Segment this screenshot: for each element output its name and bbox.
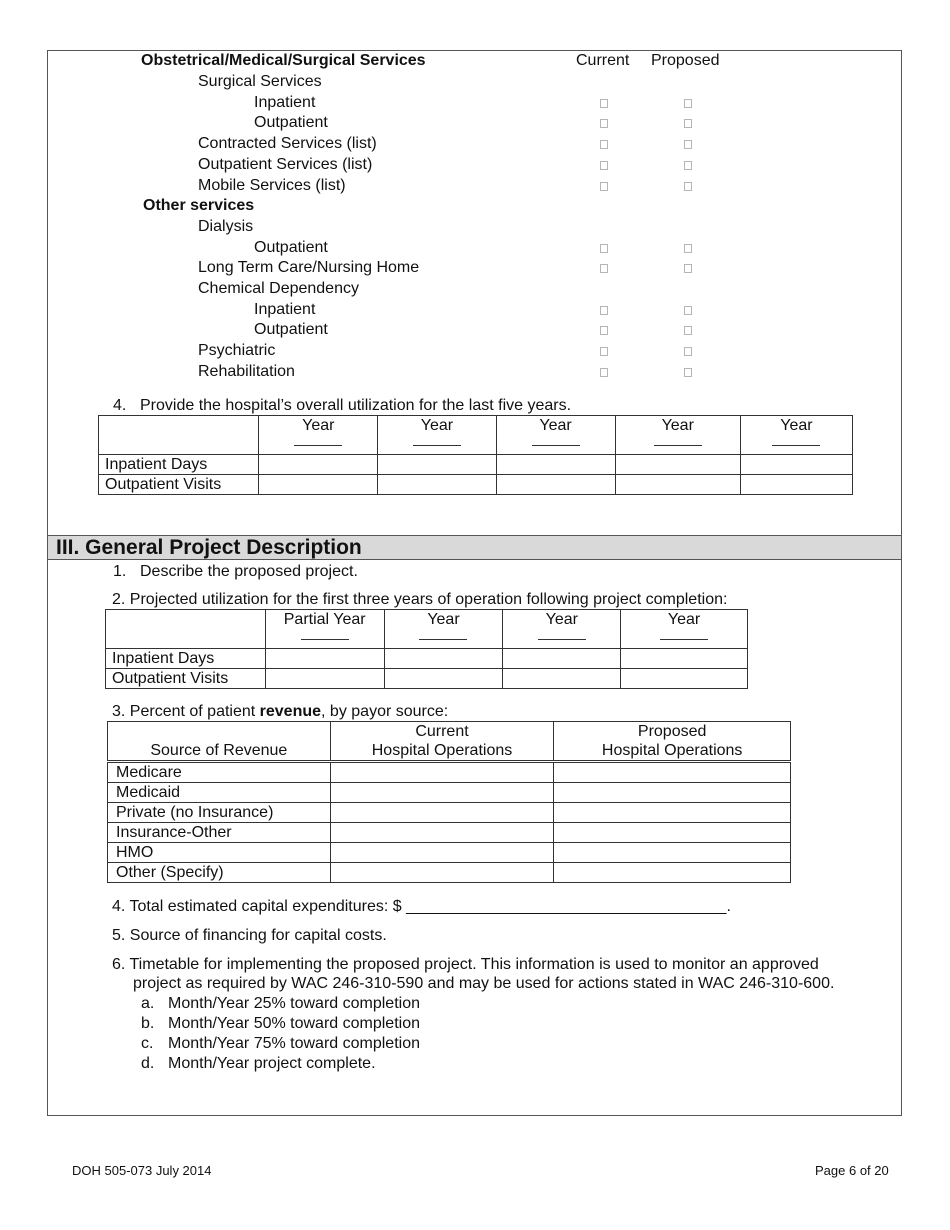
service-item-label: Inpatient	[254, 300, 316, 318]
proposed-checkbox[interactable]	[684, 140, 692, 149]
s3-q6-line2: project as required by WAC 246-310-590 and may be used for actions stated in WAC 246-310-600.	[133, 975, 835, 992]
current-checkbox[interactable]	[600, 119, 608, 128]
table-cell[interactable]	[259, 475, 378, 495]
timetable-letter: c.	[141, 1035, 154, 1052]
service-item-label: Surgical Services	[198, 73, 322, 90]
service-item-label: Outpatient	[254, 321, 328, 339]
current-checkbox[interactable]	[600, 368, 608, 377]
table-cell[interactable]	[265, 649, 384, 669]
row-label: Inpatient Days	[99, 455, 259, 475]
current-checkbox[interactable]	[600, 347, 608, 356]
current-checkbox[interactable]	[600, 161, 608, 170]
s3-q2-text: 2. Projected utilization for the first three years of operation following project completion:	[112, 591, 728, 608]
col-proposed-header: Proposed	[651, 52, 720, 69]
table-row	[108, 803, 791, 823]
s3-q3-text: 3. Percent of patient revenue, by payor source:	[112, 703, 449, 720]
table-cell[interactable]	[554, 863, 791, 883]
s3-q1-number: 1.	[113, 563, 127, 580]
table-header-empty	[106, 610, 266, 649]
service-item-label: Outpatient	[254, 238, 328, 256]
current-checkbox[interactable]	[600, 264, 608, 273]
table-cell[interactable]	[621, 669, 748, 689]
table-cell[interactable]	[503, 649, 621, 669]
current-checkbox[interactable]	[600, 326, 608, 335]
current-checkbox[interactable]	[600, 140, 608, 149]
footer-form-number: DOH 505-073 July 2014	[72, 1163, 212, 1178]
table-cell[interactable]	[259, 455, 378, 475]
table-cell[interactable]	[554, 762, 791, 783]
service-item-label: Outpatient Services (list)	[198, 155, 373, 173]
proposed-checkbox[interactable]	[684, 306, 692, 315]
table-row	[108, 823, 791, 843]
table-cell[interactable]	[330, 762, 554, 783]
proposed-checkbox[interactable]	[684, 264, 692, 273]
table-header-year: Year	[496, 416, 615, 455]
row-label: Outpatient Visits	[99, 475, 259, 495]
s3-q5-text: 5. Source of financing for capital costs.	[112, 927, 387, 944]
capital-expenditures-blank[interactable]: ____________________________________.	[406, 898, 731, 915]
table-header-source: Source of Revenue	[108, 722, 331, 762]
table-row	[108, 863, 791, 883]
table-cell[interactable]	[496, 475, 615, 495]
table-row	[106, 649, 748, 669]
proposed-checkbox[interactable]	[684, 161, 692, 170]
row-label: HMO	[108, 843, 331, 863]
table-row	[106, 669, 748, 689]
table-cell[interactable]	[265, 669, 384, 689]
proposed-checkbox[interactable]	[684, 182, 692, 191]
footer-page-number: Page 6 of 20	[815, 1163, 889, 1178]
table-row	[108, 783, 791, 803]
table-cell[interactable]	[621, 649, 748, 669]
table-cell[interactable]	[330, 843, 554, 863]
table-header-year: Year	[384, 610, 503, 649]
timetable-letter: b.	[141, 1015, 155, 1032]
table-header-year: Year	[615, 416, 740, 455]
table-header-year: Year	[503, 610, 621, 649]
table-cell[interactable]	[496, 455, 615, 475]
table-header-partial-year: Partial Year	[265, 610, 384, 649]
timetable-letter: d.	[141, 1055, 155, 1072]
group2-title: Other services	[143, 197, 255, 215]
utilization-table	[98, 415, 853, 495]
table-header-year: Year	[621, 610, 748, 649]
table-header-current: Current Hospital Operations	[330, 722, 554, 762]
table-header-year: Year	[259, 416, 378, 455]
q4-text: Provide the hospital’s overall utilization for the last five years.	[140, 397, 572, 414]
table-cell[interactable]	[330, 863, 554, 883]
table-cell[interactable]	[384, 669, 503, 689]
timetable-item: Month/Year 25% toward completion	[168, 995, 420, 1012]
proposed-checkbox[interactable]	[684, 347, 692, 356]
table-row	[99, 455, 853, 475]
s3-q1-text: Describe the proposed project.	[140, 563, 358, 580]
table-cell[interactable]	[384, 649, 503, 669]
timetable-item: Month/Year 75% toward completion	[168, 1035, 420, 1052]
proposed-checkbox[interactable]	[684, 99, 692, 108]
table-header-empty	[99, 416, 259, 455]
section-title: III. General Project Description	[56, 536, 362, 559]
current-checkbox[interactable]	[600, 182, 608, 191]
row-label: Insurance-Other	[108, 823, 331, 843]
projected-utilization-table	[105, 609, 748, 689]
table-header-proposed: Proposed Hospital Operations	[554, 722, 791, 762]
table-cell[interactable]	[378, 475, 496, 495]
table-row	[99, 475, 853, 495]
service-item-label: Chemical Dependency	[198, 280, 359, 297]
revenue-table	[107, 721, 791, 883]
service-item-label: Contracted Services (list)	[198, 135, 377, 153]
service-item-label: Inpatient	[254, 93, 316, 111]
table-cell[interactable]	[503, 669, 621, 689]
table-cell[interactable]	[378, 455, 496, 475]
timetable-item: Month/Year 50% toward completion	[168, 1015, 420, 1032]
row-label: Other (Specify)	[108, 863, 331, 883]
timetable-item: Month/Year project complete.	[168, 1055, 376, 1072]
s3-q6-line1: 6. Timetable for implementing the proposed project. This information is used to monitor an approved	[112, 956, 819, 973]
table-cell[interactable]	[615, 475, 740, 495]
row-label: Medicare	[108, 762, 331, 783]
table-cell[interactable]	[740, 455, 852, 475]
service-item-label: Psychiatric	[198, 342, 276, 360]
service-item-label: Dialysis	[198, 217, 254, 235]
table-cell[interactable]	[330, 823, 554, 843]
row-label: Medicaid	[108, 783, 331, 803]
q4-number: 4.	[113, 397, 127, 414]
current-checkbox[interactable]	[600, 244, 608, 253]
table-cell[interactable]	[615, 455, 740, 475]
table-cell[interactable]	[554, 823, 791, 843]
table-cell[interactable]	[554, 803, 791, 823]
table-header-year: Year	[378, 416, 496, 455]
proposed-checkbox[interactable]	[684, 244, 692, 253]
table-cell[interactable]	[554, 843, 791, 863]
col-current-header: Current	[576, 52, 630, 69]
proposed-checkbox[interactable]	[684, 119, 692, 128]
table-row	[108, 762, 791, 783]
current-checkbox[interactable]	[600, 99, 608, 108]
service-item-label: Outpatient	[254, 114, 328, 132]
table-row	[108, 843, 791, 863]
table-header-year: Year	[740, 416, 852, 455]
current-checkbox[interactable]	[600, 306, 608, 315]
group1-title: Obstetrical/Medical/Surgical Services	[141, 52, 426, 69]
row-label: Private (no Insurance)	[108, 803, 331, 823]
row-label: Inpatient Days	[106, 649, 266, 669]
proposed-checkbox[interactable]	[684, 368, 692, 377]
row-label: Outpatient Visits	[106, 669, 266, 689]
timetable-letter: a.	[141, 995, 155, 1012]
service-item-label: Mobile Services (list)	[198, 176, 346, 194]
table-cell[interactable]	[330, 803, 554, 823]
table-cell[interactable]	[330, 783, 554, 803]
table-cell[interactable]	[554, 783, 791, 803]
service-item-label: Long Term Care/Nursing Home	[198, 259, 420, 277]
table-cell[interactable]	[740, 475, 852, 495]
s3-q4: 4. Total estimated capital expenditures: $ ____________________________________.	[112, 898, 731, 915]
service-item-label: Rehabilitation	[198, 362, 295, 380]
proposed-checkbox[interactable]	[684, 326, 692, 335]
